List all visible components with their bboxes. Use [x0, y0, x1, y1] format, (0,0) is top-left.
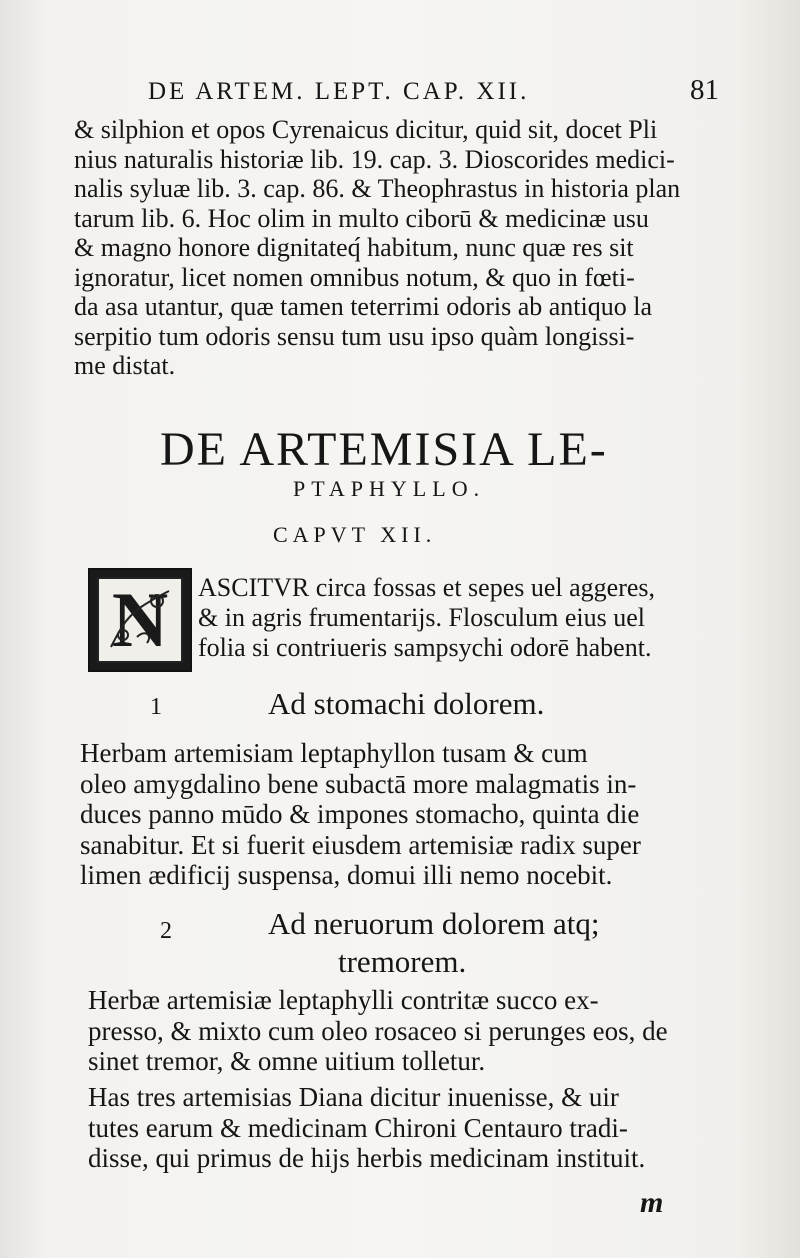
- signature-mark: m: [640, 1186, 664, 1219]
- text-line: da asa utantur, quæ tamen teterrimi odoris ab antiquo la: [74, 292, 653, 321]
- text-line: ignoratur, licet nomen omnibus notum, & quo in fœti-: [74, 262, 635, 292]
- text-line: nius naturalis historiæ lib. 19. cap. 3. Dioscorides medici-: [74, 144, 675, 174]
- text-line: Herbam artemisiam leptaphyllon tusam & cum: [80, 738, 588, 768]
- remedy-paragraph: [80, 738, 740, 891]
- rubric-heading: Ad stomachi dolorem.: [268, 686, 545, 721]
- text-line: & silphion et opos Cyrenaicus dicitur, quid sit, docet Pli: [74, 115, 658, 144]
- text-line: & in agris frumentarijs. Flosculum eius uel: [198, 603, 645, 632]
- text-line: tutes earum & medicinam Chironi Centauro tradi-: [88, 1112, 628, 1143]
- closing-paragraph: [88, 1082, 738, 1174]
- text-line: limen ædificij suspensa, domui illi nemo nocebit.: [80, 860, 613, 890]
- remedy-paragraph: [88, 985, 738, 1077]
- intro-paragraph: [74, 115, 724, 381]
- text-line: me distat.: [74, 351, 176, 380]
- text-line: presso, & mixto cum oleo rosaceo si perunges eos, de: [88, 1015, 668, 1046]
- chapter-number: CAPVT XII.: [273, 522, 437, 547]
- rubric-heading-continued: tremorem.: [338, 944, 467, 979]
- text-line: Herbæ artemisiæ leptaphylli contritæ succo ex-: [88, 985, 599, 1015]
- text-line: tarum lib. 6. Hoc olim in multo ciborū & medicinæ usu: [74, 203, 649, 233]
- text-line: sanabitur. Et si fuerit eiusdem artemisiæ radix super: [80, 829, 641, 860]
- text-line: ASCITVR circa fossas et sepes uel aggeres,: [198, 573, 656, 602]
- text-line: Has tres artemisias Diana dicitur inuenisse, & uir: [88, 1082, 619, 1112]
- chapter-title: DE ARTEMISIA LE-: [160, 423, 608, 476]
- text-line: folia si contriueris sampsychi odorē habent.: [198, 633, 652, 662]
- rubric-heading: Ad neruorum dolorem atq;: [268, 906, 600, 941]
- decorated-initial: [88, 568, 192, 672]
- rubric-number: 1: [150, 694, 162, 720]
- text-line: & magno honore dignitateq́ habitum, nunc quæ res sit: [74, 233, 634, 262]
- text-line: sinet tremor, & omne uitium tolletur.: [88, 1046, 486, 1076]
- text-line: oleo amygdalino bene subactā more malagmatis in-: [80, 768, 637, 799]
- text-line: duces panno mūdo & impones stomacho, quinta die: [80, 799, 640, 829]
- initial-letter: N: [97, 577, 183, 663]
- floral-ornament-icon: [97, 577, 183, 663]
- running-head: DE ARTEM. LEPT. CAP. XII.: [148, 78, 530, 105]
- text-line: serpitio tum odoris sensu tum usu ipso quàm longissi-: [74, 321, 635, 351]
- opening-paragraph: [198, 573, 728, 663]
- chapter-title-continued: PTAPHYLLO.: [293, 476, 486, 501]
- rubric-number: 2: [160, 918, 172, 944]
- text-line: disse, qui primus de hijs herbis medicinam instituit.: [88, 1143, 646, 1173]
- text-line: nalis syluæ lib. 3. cap. 86. & Theophrastus in historia plan: [74, 174, 681, 203]
- folio-number: 81: [690, 74, 719, 106]
